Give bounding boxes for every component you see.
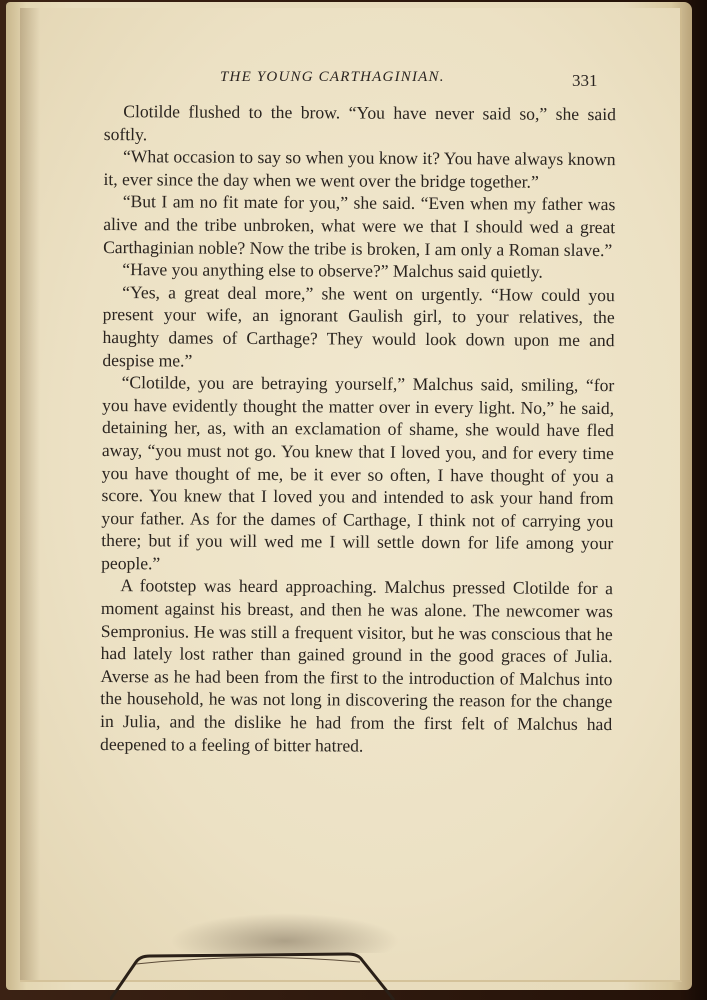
- paragraph: “But I am no fit mate for you,” she said. “Even when my father was alive and the tribe unbroken, what were we that I should wed a great Carthaginian noble? Now the tribe is broken, I am only a Roman slave.”: [103, 191, 616, 260]
- paragraph: “Yes, a great deal more,” she went on urgently. “How could you present your wife, an ignorant Gaulish girl, to your relatives, the haughty dames of Carthage? They would look down upon me and despise me.”: [102, 281, 615, 371]
- paragraph: A footstep was heard approaching. Malchus pressed Clotilde for a moment against his breast, and then he was alone. The newcomer was Sempronius. He was still a frequent visitor, but he was conscious that he had lately lost rather than gained ground in the good graces of Julia. Averse as he had been from the first to the introduction of Malchus into the household, he was not long in discovering the reason for the change in Julia, and the dislike he had from the first felt of Malchus had deepened to a feeling of bitter hatred.: [100, 575, 614, 756]
- page-body: [100, 100, 616, 758]
- paragraph: “Clotilde, you are betraying yourself,” Malchus said, smiling, “for you have evidently thought the matter over in every light. No,” he said, detaining her, as, with an exclamation of shame, she would have fled away, “you must not go. You knew that I loved you, and for every time you have thought of me, be it ever so often, I have thought of you a score. You knew that I loved you and intended to ask your hand from your father. As for the dames of Carthage, I think not of carrying you there; but if you will wed me I will settle down for life among your people.”: [101, 372, 615, 574]
- clip-shadow: [170, 913, 400, 953]
- running-head: THE YOUNG CARTHAGINIAN.: [220, 69, 445, 85]
- paragraph: “Have you anything else to observe?” Malchus said quietly.: [122, 259, 543, 282]
- paragraph: Clotilde flushed to the brow. “You have never said so,” she said softly.: [103, 101, 616, 144]
- page-holder-clip: [110, 948, 400, 1000]
- page-gutter-shadow: [20, 8, 40, 980]
- page-number: 331: [572, 71, 598, 90]
- book-page: [20, 8, 682, 982]
- page-edges: [6, 2, 692, 990]
- page-header: [20, 66, 680, 96]
- paragraph: “What occasion to say so when you know it? You have always known it, ever since the day when we went over the bridge together.”: [103, 146, 616, 192]
